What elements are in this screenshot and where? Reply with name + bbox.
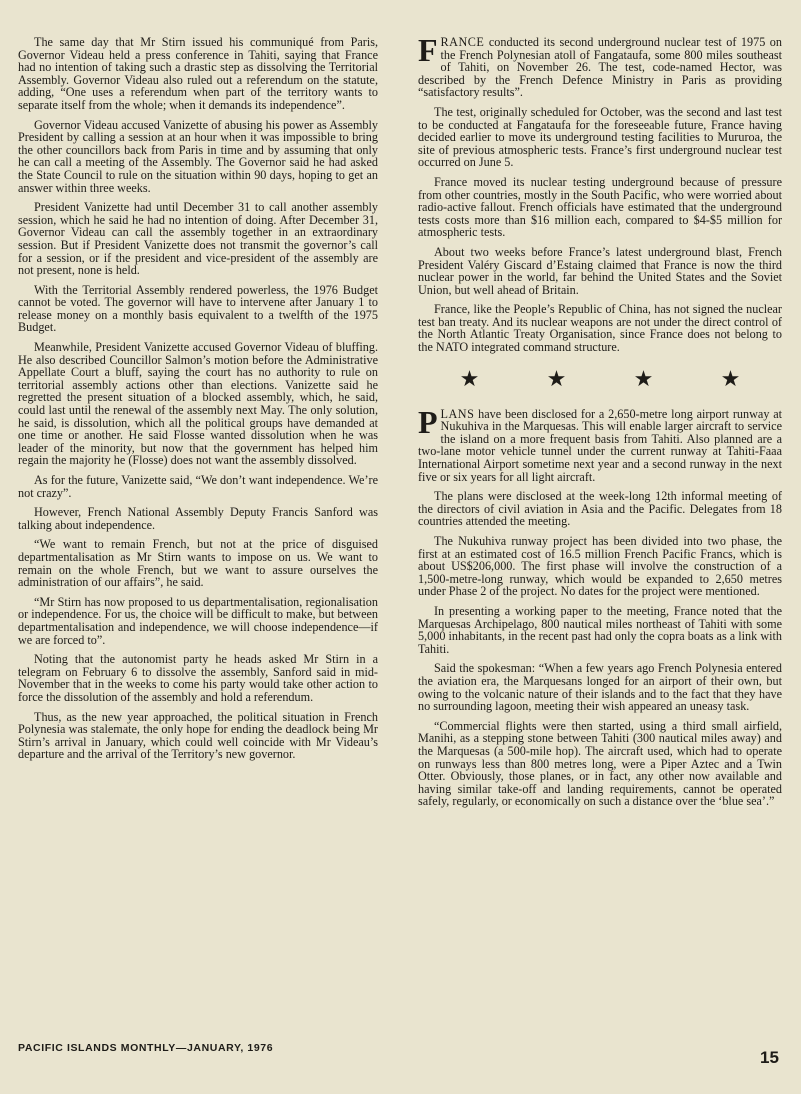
article-paragraph: The test, originally scheduled for October, was the second and last test to be conducted at Fangataufa for the foreseeable future, France having decided earlier to move its underground testing facilities to Mururoa, the site of previous atmospheric tests. France’s first underground nuclear test occurred on June 5. <box>418 104 782 170</box>
article-paragraph: The plans were disclosed at the week-long 12th informal meeting of the directors of civil aviation in Asia and the Pacific. Delegates from 18 countries attended the meeting. <box>418 489 782 529</box>
left-column <box>18 36 378 768</box>
page-number: 15 <box>760 1048 779 1067</box>
runway-article <box>418 403 782 809</box>
article-paragraph: With the Territorial Assembly rendered powerless, the 1976 Budget cannot be voted. The governor will have to intervene after January 1 to release money on a monthly basis equivalent to a twelfth of the 1975 Budget. <box>18 282 378 335</box>
drop-cap: P <box>418 403 438 440</box>
article-paragraph: “Commercial flights were then started, using a third small airfield, Manihi, as a stepping stone between Tahiti (300 nautical miles away) and the Marquesas (a 500-mile hop). The aircraft used, which had to operate on runways less than 800 metres long, were a Piper Aztec and a Twin Otter. Obviously, those planes, or in fact, any other now available and having similar take-off and landing requirements, cannot be operated safely, regularly, or economically on such a distance over the ‘blue sea’.” <box>418 718 782 809</box>
article-paragraph: As for the future, Vanizette said, “We don’t want independence. We’re not crazy”. <box>18 473 378 500</box>
article-paragraph: Noting that the autonomist party he heads asked Mr Stirn in a telegram on February 6 to dissolve the assembly, Sanford said in mid-November that in the weeks to come his party would take other action to force the dissolution of the assembly and hold a referendum. <box>18 652 378 704</box>
article-paragraph: Governor Videau accused Vanizette of abusing his power as Assembly President by calling a session at an hour when it was impossible to bring the other councillors back from Paris in time and by assuming that only he can call a meeting of the Assembly. The Governor said he had asked the State Council to rule on the situation within 90 days, hoping to get an answer within three weeks. <box>18 117 378 195</box>
article-paragraph: “We want to remain French, but not at the price of disguised departmentalisation as Mr Stirn wants to impose on us. We want to remain on the whole French, but we want to assure ourselves the administration of our affairs”, he said. <box>18 537 378 590</box>
star-icon: ★ <box>546 365 567 391</box>
nuclear-test-article <box>418 32 782 355</box>
article-paragraph: France moved its nuclear testing underground because of pressure from other countries, mostly in the South Pacific, who were worried about radio-active fallout. French officials have estimated that the underground tests costs more than $16 million each, compared to $4-$5 million for atmospheric tests. <box>418 174 782 240</box>
lead-text: have been disclosed for a 2,650-metre long airport runway at Nukuhiva in the Marquesas. This will enable larger aircraft to service the island on a more frequent basis from Tahiti. Also planned are a two-lane motor vehicle tunnel under the current runway at Tahiti-Faaa International Airport sometime next year and a second runway in the next five or six years for all light aircraft. <box>418 406 782 484</box>
article-lead-paragraph <box>418 403 782 484</box>
star-separator <box>426 365 774 391</box>
article-paragraph: France, like the People’s Republic of China, has not signed the nuclear test ban treaty. And its nuclear weapons are not under the direct control of the North Atlantic Treaty Organisation, since France does not belong to the NATO integrated command structure. <box>418 302 782 355</box>
article-paragraph: However, French National Assembly Deputy Francis Sanford was talking about independence. <box>18 505 378 532</box>
star-icon: ★ <box>459 365 480 391</box>
article-paragraph: In presenting a working paper to the meeting, France noted that the Marquesas Archipelago, 800 nautical miles northeast of Tahiti with some 5,000 inhabitants, in the recent past had only the copra boats as a link with Tahiti. <box>418 603 782 656</box>
star-icon: ★ <box>633 365 654 391</box>
article-paragraph: President Vanizette had until December 31 to call another assembly session, which he said he had no intention of doing. After December 31, Governor Videau can call the assembly together in an extraordinary session. But if President Vanizette does not transmit the governor’s call for a session, or if the president and vice-president of the assembly are not present, none is held. <box>18 200 378 278</box>
article-paragraph: “Mr Stirn has now proposed to us departmentalisation, regionalisation or independence. For us, the choice will be difficult to make, but between departmentalisation and independence, we will choose independence—if we are forced to”. <box>18 594 378 647</box>
lead-word: LANS <box>440 406 475 421</box>
article-paragraph: Thus, as the new year approached, the political situation in French Polynesia was stalemate, the only hope for ending the deadlock being Mr Stirn’s arrival in January, which could well coincide with Mr Videau’s departure and the arrival of the Territory’s new governor. <box>18 709 378 762</box>
star-icon: ★ <box>720 365 741 391</box>
drop-cap: F <box>418 32 438 68</box>
article-paragraph: The Nukuhiva runway project has been divided into two phase, the first at an estimated cost of 16.5 million French Pacific Francs, which is about US$206,000. The first phase will involve the construction of a 1,500-metre-long runway, which would be expanded to 2,650 metres under Phase 2 of the project. No dates for the project were mentioned. <box>418 534 782 599</box>
lead-text: conducted its second underground nuclear test of 1975 on the French Polynesian atoll of Fangataufa, some 800 miles southeast of Tahiti, on November 26. The test, code-named Hector, was described by the French Defence Ministry in Paris as providing “satisfactory results”. <box>418 35 782 100</box>
article-paragraph: Meanwhile, President Vanizette accused Governor Videau of bluffing. He also described Councillor Salmon’s motion before the Administrative Appellate Court a bluff, saying the court has no authority to rule on territorial assembly actions other than elections. Vanizette said he regretted the present situation of a blocked assembly, which, he said, could last until the renewal of the assembly next May. The only solution, he said, is dissolution, which all the political groups have demanded at one time or another. He said Flosse wanted dissolution when he was leader of the minority, but now that the government has helped him regain the majority he (Flosse) does not want the assembly dissolved. <box>18 340 378 468</box>
article-paragraph: The same day that Mr Stirn issued his communiqué from Paris, Governor Videau held a press conference in Tahiti, saying that France had no intention of taking such a drastic step as dissolving the Territorial Assembly. Governor Videau also ruled out a referendum on the statute, adding, “One uses a referendum when part of the territory wants to separate itself from the whole; when it demands its independence”. <box>18 35 378 112</box>
article-paragraph: About two weeks before France’s latest underground blast, French President Valéry Giscard d’Estaing claimed that France is now the third nuclear power in the world, far behind the United States and the Soviet Union, but well ahead of Britain. <box>418 244 782 297</box>
right-column <box>418 32 782 815</box>
publication-footer: PACIFIC ISLANDS MONTHLY—JANUARY, 1976 <box>18 1042 274 1054</box>
lead-word: RANCE <box>440 35 485 49</box>
article-lead-paragraph <box>418 32 782 100</box>
article-paragraph: Said the spokesman: “When a few years ago French Polynesia entered the aviation era, the Marquesans longed for an airport of their own, but owing to the volcanic nature of their islands and to the fact that they have no surrounding lagoon, meeting their wish appeared an uneasy task. <box>418 661 782 714</box>
